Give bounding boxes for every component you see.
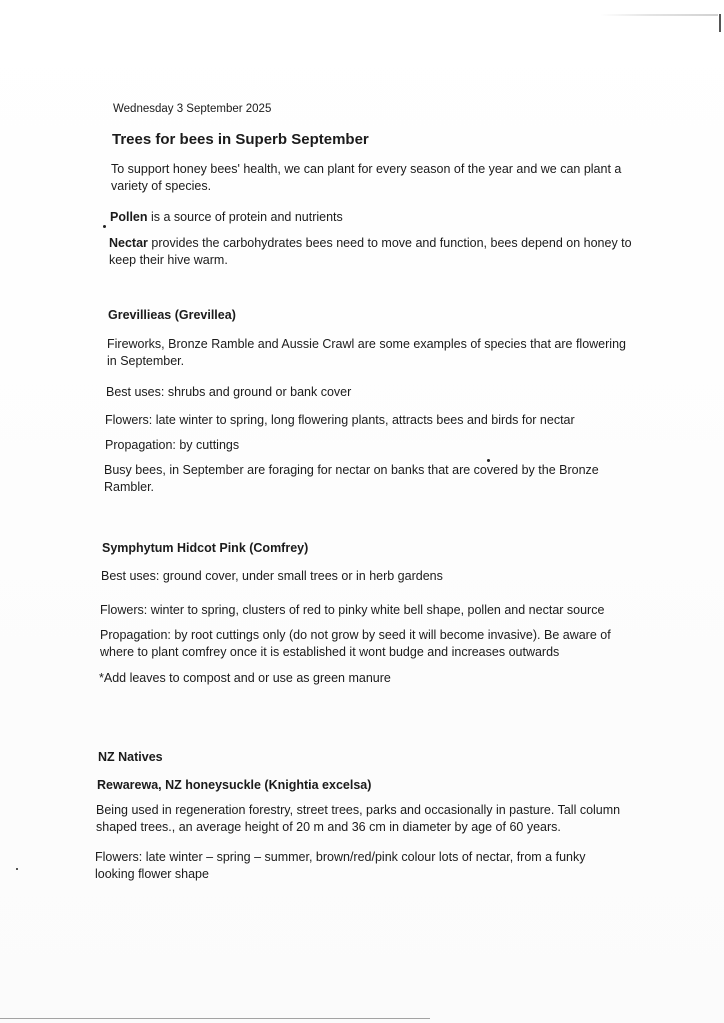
- comfrey-p2-block: [100, 602, 670, 619]
- natives-subheading: Rewarewa, NZ honeysuckle (Knightia excelsa): [97, 778, 372, 792]
- date-line: [113, 103, 413, 115]
- grevillea-p1-block: [107, 336, 637, 370]
- comfrey-p1-block: [101, 568, 601, 585]
- comfrey-heading: Symphytum Hidcot Pink (Comfrey): [102, 541, 309, 555]
- grevillea-p3: Flowers: late winter to spring, long flowering plants, attracts bees and birds for nectar: [105, 413, 575, 427]
- scan-speck: [103, 225, 106, 228]
- grevillea-p5: Busy bees, in September are foraging for nectar on banks that are covered by the Bronze Rambler.: [104, 463, 599, 494]
- grevillea-heading: Grevillieas (Grevillea): [108, 308, 236, 322]
- date: Wednesday 3 September 2025: [113, 103, 272, 115]
- page-title: Trees for bees in Superb September: [112, 131, 369, 148]
- scan-edge-shadow: [600, 14, 718, 16]
- comfrey-p3-block: [100, 627, 640, 661]
- grevillea-p2-block: [106, 384, 606, 401]
- natives-heading: NZ Natives: [98, 750, 163, 764]
- pollen-text: is a source of protein and nutrients: [147, 210, 343, 224]
- natives-subheading-block: [97, 777, 497, 794]
- comfrey-p1: Best uses: ground cover, under small trees or in herb gardens: [101, 569, 443, 583]
- grevillea-p3-block: [105, 412, 645, 429]
- pollen-paragraph: [110, 209, 510, 226]
- grevillea-p4: Propagation: by cuttings: [105, 438, 240, 452]
- comfrey-p2: Flowers: winter to spring, clusters of red to pinky white bell shape, pollen and nectar source: [100, 603, 605, 617]
- scan-speck: [16, 868, 18, 870]
- nectar-term: Nectar: [109, 236, 148, 250]
- comfrey-heading-block: [102, 540, 502, 557]
- natives-p2: Flowers: late winter – spring – summer, brown/red/pink colour lots of nectar, from a funky looking flower shape: [95, 850, 586, 881]
- nectar-text: provides the carbohydrates bees need to move and function, bees depend on honey to keep their hive warm.: [109, 236, 632, 267]
- grevillea-p2: Best uses: shrubs and ground or bank cover: [106, 385, 352, 399]
- intro-text: To support honey bees' health, we can plant for every season of the year and we can plant a variety of species.: [111, 162, 622, 193]
- nectar-paragraph: [109, 235, 634, 269]
- grevillea-p1: Fireworks, Bronze Ramble and Aussie Crawl are some examples of species that are flowering in September.: [107, 337, 626, 368]
- grevillea-heading-block: [108, 307, 508, 324]
- comfrey-p4-block: [99, 670, 599, 687]
- grevillea-p4-block: [105, 437, 505, 454]
- natives-heading-block: [98, 749, 398, 766]
- natives-p1: Being used in regeneration forestry, street trees, parks and occasionally in pasture. Tall column shaped trees., an average height of 20 m and 36 cm in diameter by age of 60 years.: [96, 803, 621, 834]
- pollen-term: Pollen: [110, 210, 148, 224]
- scan-corner-mark: [719, 14, 721, 32]
- scan-bottom-line: [0, 1018, 430, 1019]
- comfrey-p4: *Add leaves to compost and or use as green manure: [99, 671, 391, 685]
- natives-p1-block: [96, 802, 621, 836]
- intro-paragraph: [111, 161, 641, 195]
- natives-p2-block: [95, 849, 615, 883]
- page-title-block: [112, 130, 512, 150]
- comfrey-p3: Propagation: by root cuttings only (do not grow by seed it will become invasive). Be aware of where to plant comfrey once it is established it wont budge and increases outwards: [100, 628, 611, 659]
- grevillea-p5-block: [104, 462, 619, 496]
